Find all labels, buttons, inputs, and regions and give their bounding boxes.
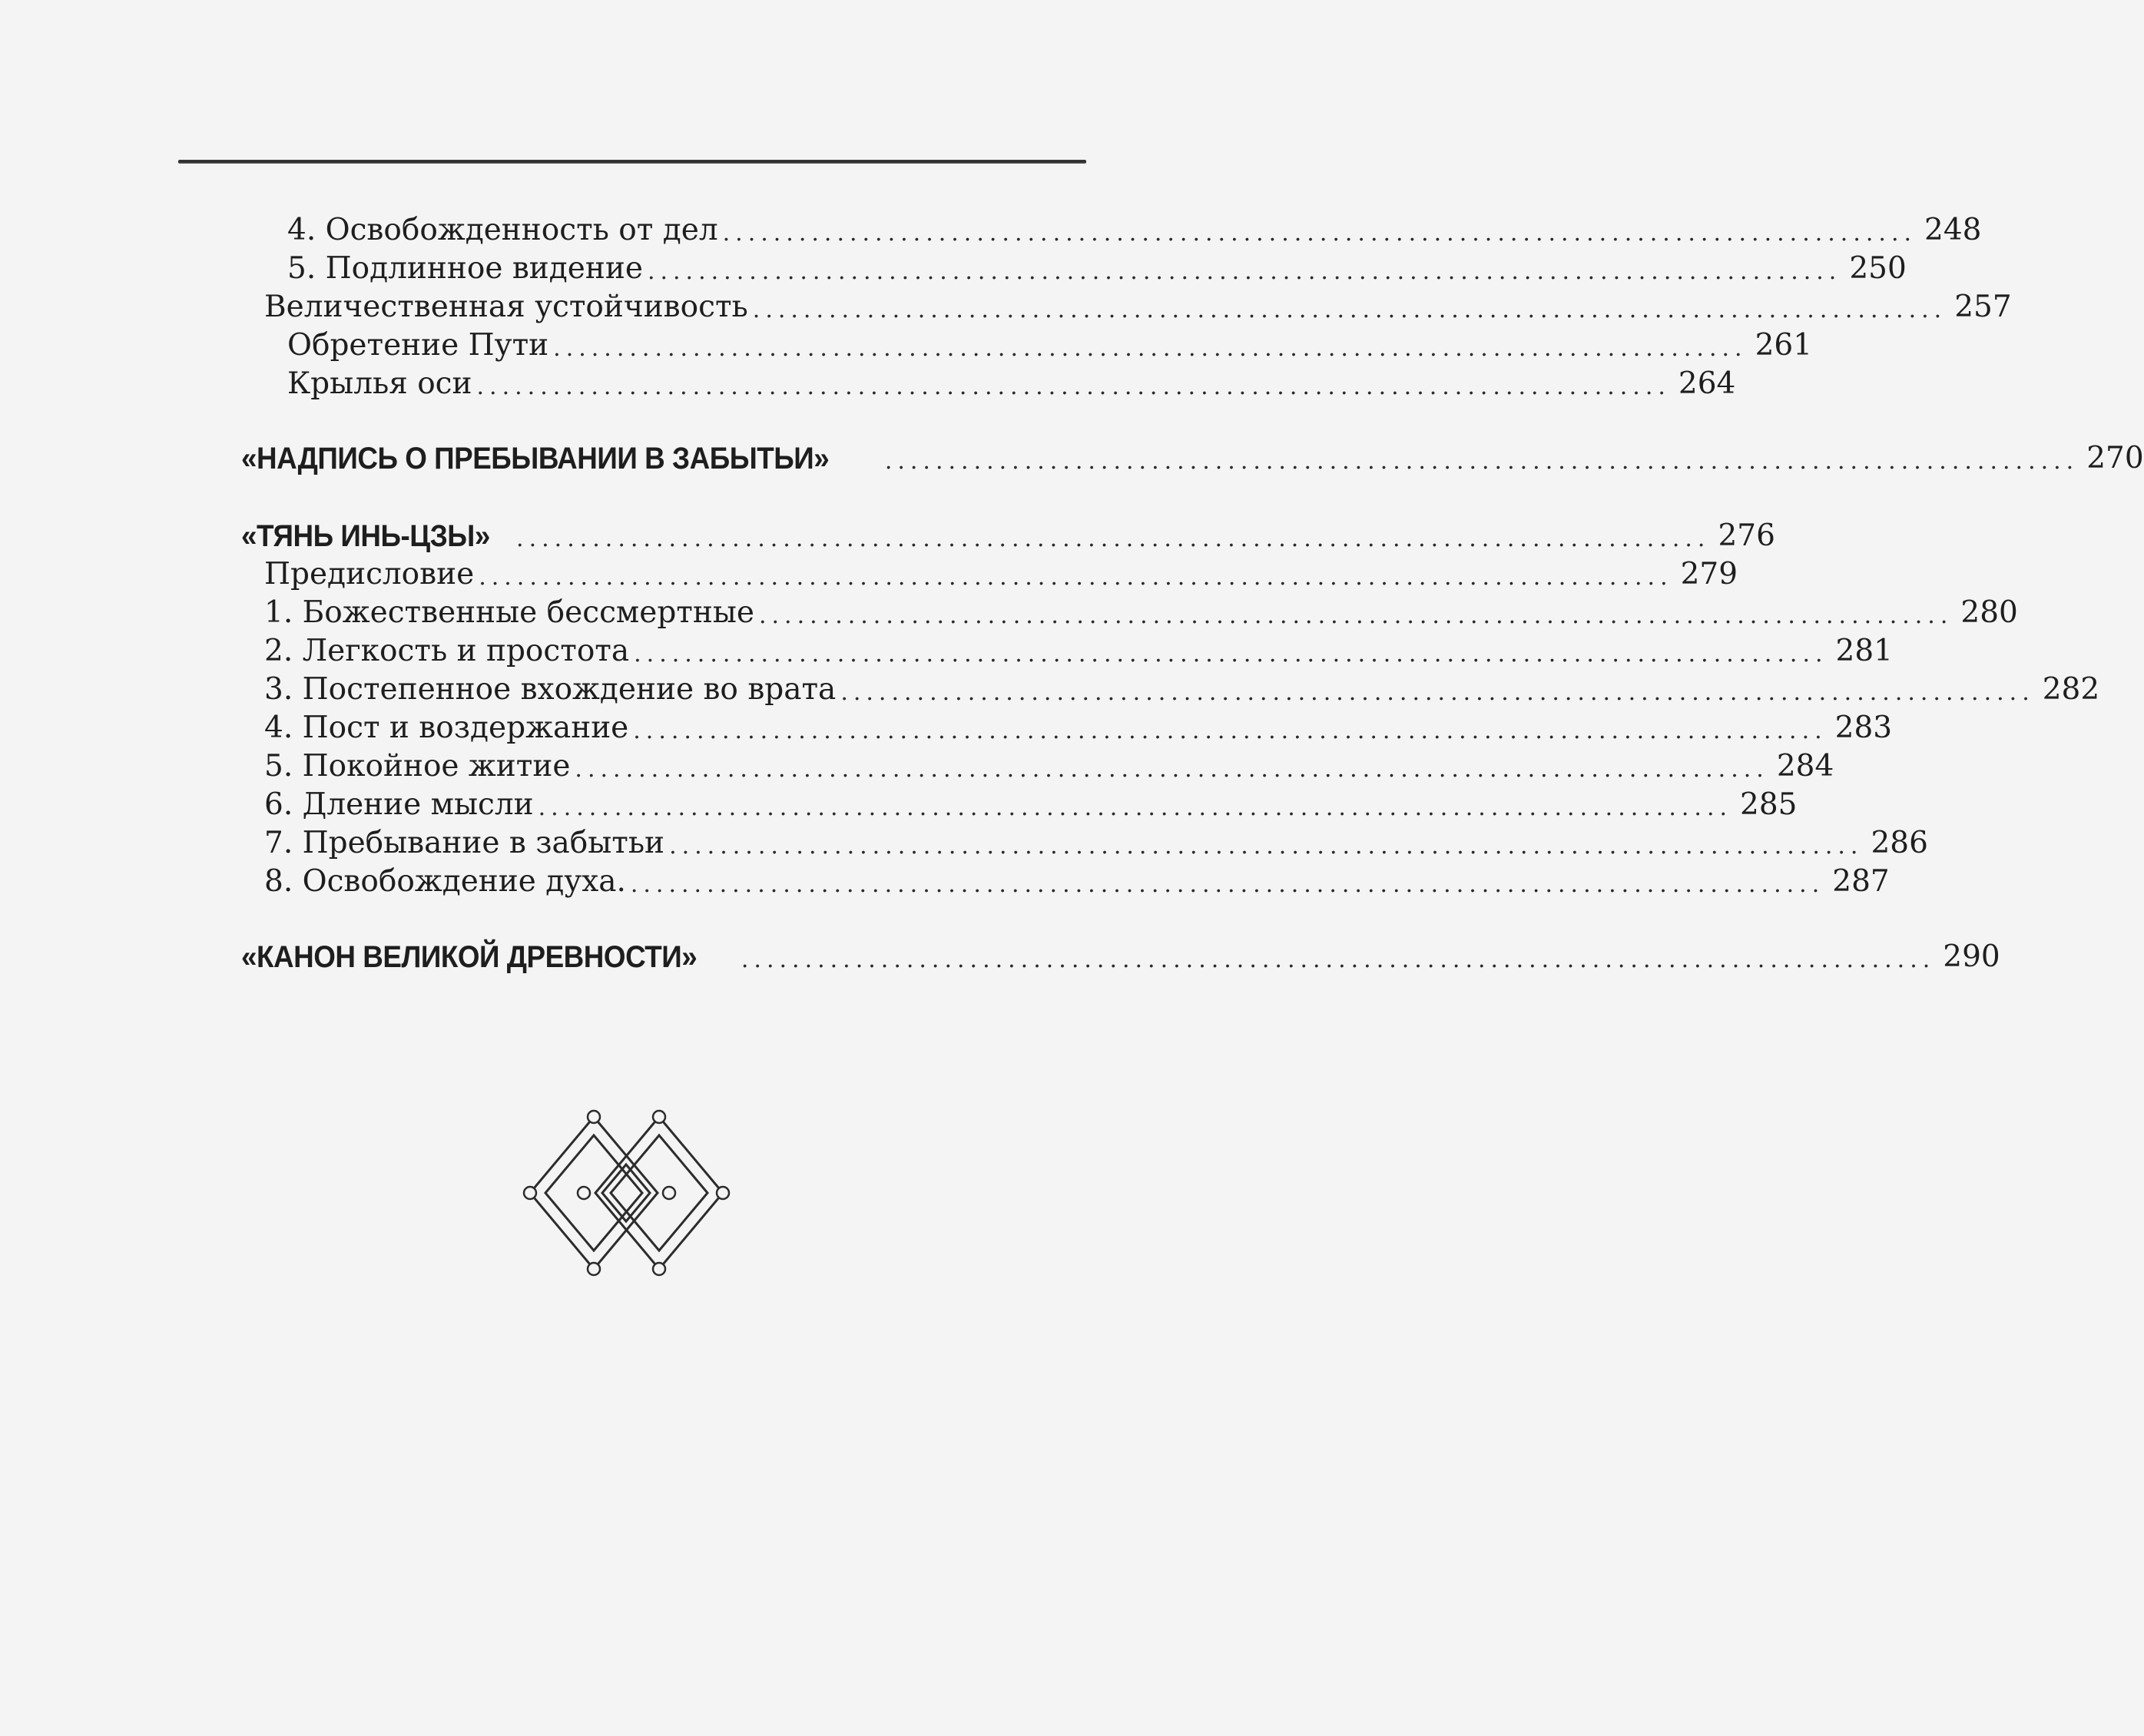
- toc-entry[interactable]: [264, 748, 1834, 785]
- toc-section[interactable]: [241, 939, 2000, 976]
- dot-leader: ..............................................................................................: [752, 297, 1947, 323]
- toc-entry-page: 257: [1954, 290, 2012, 324]
- toc-entry-title: 7. Пребывание в забытьи: [264, 826, 665, 860]
- toc-entry-page: 285: [1740, 787, 1798, 822]
- ornament-dot: [588, 1263, 600, 1275]
- toc-entry-page: 287: [1832, 864, 1890, 899]
- toc-entry[interactable]: [264, 289, 2012, 326]
- toc-entry[interactable]: [264, 825, 1928, 862]
- toc-entry-title: 5. Покойное житие: [264, 749, 571, 784]
- toc-section-title: «ТЯНЬ ИНЬ-ЦЗЫ»: [241, 519, 490, 553]
- toc-entry-page: 276: [1718, 518, 1775, 553]
- toc-entry-page: 283: [1834, 711, 1893, 745]
- ornament-dot: [717, 1187, 729, 1199]
- toc-entry-title: 4. Освобожденность от дел: [287, 213, 718, 247]
- toc-entry-title: Величественная устойчивость: [264, 290, 748, 324]
- toc-entry-page: 281: [1835, 634, 1893, 668]
- dot-leader: ..............................................................................................: [840, 679, 2035, 706]
- toc-entry-title: 6. Дление мысли: [264, 787, 534, 822]
- toc-section[interactable]: [241, 440, 2144, 477]
- dot-leader: ..............................................................................................: [630, 871, 1825, 898]
- dot-leader: ..............................................................................................: [553, 335, 1748, 362]
- dot-leader: ..............................................................................................: [538, 794, 1733, 821]
- ornament-dot: [578, 1187, 590, 1199]
- left-diamond-outer: [530, 1117, 658, 1269]
- toc-entry-title: 5. Подлинное видение: [287, 251, 643, 286]
- toc-entry-title: 4. Пост и воздержание: [264, 711, 629, 745]
- dot-leader: ..............................................................................................: [476, 373, 1671, 400]
- toc-entry[interactable]: [264, 710, 1893, 747]
- toc-entry-title: 2. Легкость и простота: [264, 634, 630, 668]
- toc-entry-title: Крылья оси: [287, 366, 472, 401]
- toc-entry[interactable]: [264, 633, 1893, 670]
- ornament-dot: [663, 1187, 675, 1199]
- dot-leader: ..............................................................................................: [633, 717, 1828, 744]
- toc-entry-page: 290: [1943, 939, 2000, 974]
- toc-entry-page: 280: [1960, 595, 2018, 630]
- toc-entry[interactable]: [287, 250, 1907, 287]
- dot-leader: ..............................................................................................: [516, 525, 1711, 552]
- toc-entry-page: 264: [1678, 366, 1736, 401]
- dot-leader: ..............................................................................................: [479, 564, 1673, 591]
- toc-entry-page: 248: [1924, 213, 1982, 247]
- toc-entry-page: 284: [1776, 749, 1834, 784]
- dot-leader: ..............................................................................................: [722, 220, 1917, 247]
- toc-entry-page: 270: [2086, 441, 2144, 475]
- toc-entry[interactable]: [287, 327, 1813, 364]
- toc-entry-title: 1. Божественные бессмертные: [264, 595, 754, 630]
- dot-leader: ..............................................................................................: [669, 833, 1864, 860]
- toc-entry-title: 3. Постепенное вхождение во врата: [264, 672, 837, 707]
- dot-leader: ..............................................................................................: [575, 756, 1769, 783]
- right-diamond-outer: [595, 1117, 723, 1269]
- toc-entry-title: 8. Освобождение духа.: [264, 864, 626, 899]
- dot-leader: ..............................................................................................: [741, 946, 1936, 973]
- toc-section-title: «НАДПИСЬ О ПРЕБЫВАНИИ В ЗАБЫТЬИ»: [241, 442, 830, 475]
- toc-entry[interactable]: [287, 212, 1982, 249]
- toc-entry-page: 282: [2042, 672, 2100, 707]
- toc-section-title: «КАНОН ВЕЛИКОЙ ДРЕВНОСТИ»: [241, 940, 698, 974]
- toc-entry-page: 261: [1755, 328, 1813, 363]
- toc-entry-title: Предисловие: [264, 557, 475, 591]
- toc-entry[interactable]: [287, 366, 1736, 403]
- toc-entry-title: Обретение Пути: [287, 328, 549, 363]
- toc-entry[interactable]: [264, 556, 1738, 593]
- toc-entry-page: 286: [1871, 826, 1928, 860]
- dot-leader: ..............................................................................................: [758, 602, 1953, 629]
- toc-entry[interactable]: [264, 671, 2100, 708]
- ornament-dot: [653, 1111, 665, 1123]
- toc-entry-page: 279: [1680, 557, 1738, 591]
- header-rule: [178, 160, 1086, 164]
- toc-entry[interactable]: [264, 595, 2018, 631]
- dot-leader: ..............................................................................................: [884, 448, 2079, 475]
- interlocked-diamonds-ornament-icon: [507, 1089, 753, 1297]
- dot-leader: ..............................................................................................: [647, 258, 1842, 285]
- toc-entry-page: 250: [1849, 251, 1907, 286]
- ornament-dot: [524, 1187, 536, 1199]
- dot-leader: ..............................................................................................: [634, 641, 1828, 668]
- toc-section[interactable]: [241, 518, 1775, 555]
- toc-entry[interactable]: [264, 787, 1798, 823]
- toc-entry[interactable]: [264, 863, 1890, 900]
- ornament-dot: [588, 1111, 600, 1123]
- ornament-dot: [653, 1263, 665, 1275]
